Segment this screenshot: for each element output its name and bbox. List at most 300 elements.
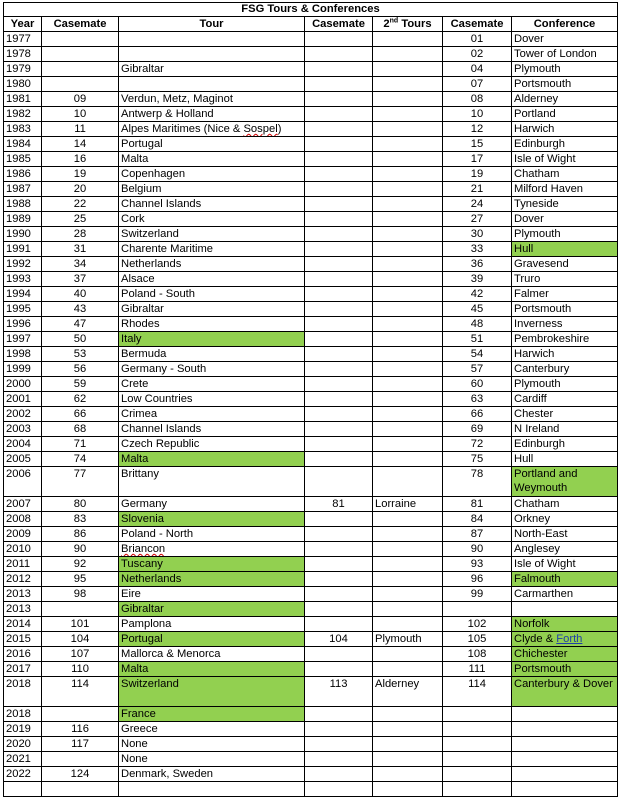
cell-tour: Gibraltar	[119, 302, 305, 317]
cell-conference: Edinburgh	[512, 437, 618, 452]
cell-conference: Orkney	[512, 512, 618, 527]
cell-casemate: 53	[42, 347, 119, 362]
table-row	[4, 527, 618, 542]
table-row	[4, 512, 618, 527]
cell-tour: Low Countries	[119, 392, 305, 407]
cell-conference: Anglesey	[512, 542, 618, 557]
link-word[interactable]: Forth	[556, 633, 583, 645]
cell-second-tour	[373, 332, 443, 347]
cell-casemate-2: 81	[305, 497, 373, 512]
cell-second-tour	[373, 527, 443, 542]
cell-casemate: 22	[42, 197, 119, 212]
cell-casemate-3: 27	[443, 212, 512, 227]
cell-casemate-2	[305, 557, 373, 572]
cell-tour: Brittany	[119, 467, 305, 497]
table-row	[4, 197, 618, 212]
cell-casemate: 62	[42, 392, 119, 407]
cell-year: 2006	[4, 467, 42, 497]
cell-casemate-2	[305, 767, 373, 782]
table-row	[4, 92, 618, 107]
cell-casemate: 101	[42, 617, 119, 632]
cell-second-tour: Lorraine	[373, 497, 443, 512]
cell-casemate-3: 01	[443, 32, 512, 47]
cell-second-tour	[373, 542, 443, 557]
table-row	[4, 587, 618, 602]
header-row	[4, 17, 618, 32]
table-row	[4, 392, 618, 407]
cell-second-tour	[373, 752, 443, 767]
cell-conference: Clyde & Forth	[512, 632, 618, 647]
cell-casemate-2	[305, 647, 373, 662]
cell-year: 1984	[4, 137, 42, 152]
cell-conference: Dover	[512, 32, 618, 47]
table-row	[4, 257, 618, 272]
cell-casemate: 09	[42, 92, 119, 107]
header-second-tours-prefix: 2	[383, 18, 390, 30]
cell-conference: Hull	[512, 242, 618, 257]
cell-tour: Bermuda	[119, 347, 305, 362]
cell-casemate: 107	[42, 647, 119, 662]
table-row	[4, 287, 618, 302]
cell-casemate-2	[305, 572, 373, 587]
cell-casemate-2	[305, 287, 373, 302]
cell-casemate-3: 42	[443, 287, 512, 302]
cell-second-tour	[373, 722, 443, 737]
table-row	[4, 602, 618, 617]
cell-second-tour: Alderney	[373, 677, 443, 707]
cell-year: 1997	[4, 332, 42, 347]
cell-tour	[119, 32, 305, 47]
table-row	[4, 242, 618, 257]
cell-second-tour	[373, 557, 443, 572]
cell-year: 2009	[4, 527, 42, 542]
cell-conference: Falmouth	[512, 572, 618, 587]
cell-casemate-3: 102	[443, 617, 512, 632]
cell-casemate-3: 108	[443, 647, 512, 662]
table-row	[4, 437, 618, 452]
cell-casemate-2	[305, 242, 373, 257]
cell-tour: Verdun, Metz, Maginot	[119, 92, 305, 107]
cell-conference: Dover	[512, 212, 618, 227]
cell-conference: Alderney	[512, 92, 618, 107]
cell-tour	[119, 77, 305, 92]
cell-tour	[119, 782, 305, 797]
cell-conference: Tyneside	[512, 197, 618, 212]
cell-conference: Plymouth	[512, 377, 618, 392]
cell-casemate-3: 90	[443, 542, 512, 557]
cell-year: 1977	[4, 32, 42, 47]
cell-year: 1998	[4, 347, 42, 362]
cell-year: 2016	[4, 647, 42, 662]
cell-casemate	[42, 32, 119, 47]
cell-tour: None	[119, 752, 305, 767]
cell-conference: Chester	[512, 407, 618, 422]
cell-second-tour	[373, 767, 443, 782]
table-row	[4, 632, 618, 647]
cell-casemate: 47	[42, 317, 119, 332]
cell-second-tour	[373, 137, 443, 152]
cell-casemate-3: 75	[443, 452, 512, 467]
cell-conference: Portsmouth	[512, 662, 618, 677]
cell-casemate: 56	[42, 362, 119, 377]
cell-casemate-2	[305, 452, 373, 467]
table-row	[4, 137, 618, 152]
table-row	[4, 782, 618, 797]
cell-tour: Denmark, Sweden	[119, 767, 305, 782]
table-row	[4, 47, 618, 62]
table-row	[4, 542, 618, 557]
cell-casemate-2	[305, 662, 373, 677]
cell-casemate: 71	[42, 437, 119, 452]
table-row	[4, 422, 618, 437]
header-second-tours-sup: nd	[389, 17, 399, 25]
table-row	[4, 62, 618, 77]
cell-casemate-3: 63	[443, 392, 512, 407]
cell-year: 2019	[4, 722, 42, 737]
cell-tour: Italy	[119, 332, 305, 347]
cell-year: 1992	[4, 257, 42, 272]
cell-casemate-3	[443, 707, 512, 722]
cell-tour: Antwerp & Holland	[119, 107, 305, 122]
cell-casemate-3: 99	[443, 587, 512, 602]
table-row	[4, 752, 618, 767]
table-row	[4, 722, 618, 737]
cell-second-tour	[373, 257, 443, 272]
cell-casemate-2	[305, 152, 373, 167]
cell-casemate-2	[305, 392, 373, 407]
cell-conference: Portsmouth	[512, 302, 618, 317]
cell-casemate: 59	[42, 377, 119, 392]
cell-year: 2002	[4, 407, 42, 422]
cell-casemate-3: 114	[443, 677, 512, 707]
cell-casemate-3: 51	[443, 332, 512, 347]
cell-casemate-2	[305, 782, 373, 797]
cell-casemate-2	[305, 182, 373, 197]
header-year: Year	[4, 17, 42, 32]
cell-casemate-2	[305, 437, 373, 452]
cell-tour: Copenhagen	[119, 167, 305, 182]
cell-conference	[512, 707, 618, 722]
cell-second-tour	[373, 707, 443, 722]
cell-year: 2012	[4, 572, 42, 587]
cell-casemate-3: 39	[443, 272, 512, 287]
cell-casemate	[42, 782, 119, 797]
table-row	[4, 347, 618, 362]
cell-casemate: 50	[42, 332, 119, 347]
cell-casemate-3	[443, 737, 512, 752]
cell-casemate: 86	[42, 527, 119, 542]
cell-second-tour	[373, 197, 443, 212]
cell-second-tour	[373, 302, 443, 317]
cell-casemate-2	[305, 512, 373, 527]
cell-year: 2010	[4, 542, 42, 557]
cell-second-tour	[373, 92, 443, 107]
cell-casemate-3: 81	[443, 497, 512, 512]
cell-casemate: 28	[42, 227, 119, 242]
cell-casemate: 90	[42, 542, 119, 557]
cell-year: 2018	[4, 707, 42, 722]
table-row	[4, 32, 618, 47]
cell-casemate-2	[305, 77, 373, 92]
cell-year: 1999	[4, 362, 42, 377]
cell-casemate: 31	[42, 242, 119, 257]
cell-second-tour	[373, 617, 443, 632]
cell-casemate-3: 69	[443, 422, 512, 437]
cell-conference: Truro	[512, 272, 618, 287]
cell-tour: None	[119, 737, 305, 752]
cell-casemate-3: 12	[443, 122, 512, 137]
cell-casemate-2	[305, 542, 373, 557]
table-row	[4, 377, 618, 392]
cell-tour: Czech Republic	[119, 437, 305, 452]
cell-casemate-2	[305, 527, 373, 542]
cell-casemate-2	[305, 92, 373, 107]
cell-year: 2013	[4, 602, 42, 617]
cell-casemate-2	[305, 227, 373, 242]
cell-second-tour	[373, 602, 443, 617]
cell-second-tour	[373, 362, 443, 377]
cell-second-tour	[373, 437, 443, 452]
cell-conference: Milford Haven	[512, 182, 618, 197]
cell-second-tour	[373, 212, 443, 227]
cell-casemate: 98	[42, 587, 119, 602]
cell-conference	[512, 752, 618, 767]
cell-casemate-2	[305, 167, 373, 182]
cell-year: 1985	[4, 152, 42, 167]
cell-casemate-3	[443, 602, 512, 617]
cell-casemate-2: 113	[305, 677, 373, 707]
cell-year: 1996	[4, 317, 42, 332]
cell-year: 2015	[4, 632, 42, 647]
cell-second-tour	[373, 782, 443, 797]
cell-second-tour	[373, 47, 443, 62]
table-row	[4, 317, 618, 332]
cell-tour: Channel Islands	[119, 197, 305, 212]
cell-tour: Belgium	[119, 182, 305, 197]
cell-casemate-3: 30	[443, 227, 512, 242]
cell-conference	[512, 737, 618, 752]
cell-casemate-2	[305, 422, 373, 437]
cell-casemate-2	[305, 752, 373, 767]
cell-casemate-3: 72	[443, 437, 512, 452]
cell-year: 2011	[4, 557, 42, 572]
table-row	[4, 737, 618, 752]
table-row	[4, 212, 618, 227]
cell-conference: Norfolk	[512, 617, 618, 632]
cell-casemate-3: 17	[443, 152, 512, 167]
cell-conference: Carmarthen	[512, 587, 618, 602]
cell-second-tour	[373, 77, 443, 92]
cell-second-tour	[373, 407, 443, 422]
cell-casemate: 116	[42, 722, 119, 737]
table-row	[4, 77, 618, 92]
cell-casemate-3: 07	[443, 77, 512, 92]
cell-casemate-3: 45	[443, 302, 512, 317]
table-row	[4, 332, 618, 347]
cell-casemate-3: 10	[443, 107, 512, 122]
cell-conference: Canterbury & Dover	[512, 677, 618, 707]
cell-tour: Cork	[119, 212, 305, 227]
cell-conference	[512, 782, 618, 797]
cell-year: 2021	[4, 752, 42, 767]
header-tour: Tour	[119, 17, 305, 32]
cell-casemate-2	[305, 602, 373, 617]
cell-year: 1990	[4, 227, 42, 242]
cell-casemate	[42, 707, 119, 722]
cell-year: 2000	[4, 377, 42, 392]
table-row	[4, 497, 618, 512]
cell-tour: Rhodes	[119, 317, 305, 332]
table-row	[4, 767, 618, 782]
cell-casemate-2	[305, 32, 373, 47]
cell-year: 1982	[4, 107, 42, 122]
cell-conference: Pembrokeshire	[512, 332, 618, 347]
cell-casemate: 68	[42, 422, 119, 437]
cell-second-tour	[373, 32, 443, 47]
cell-casemate: 124	[42, 767, 119, 782]
cell-casemate	[42, 62, 119, 77]
cell-year: 2005	[4, 452, 42, 467]
cell-casemate: 117	[42, 737, 119, 752]
cell-year: 1988	[4, 197, 42, 212]
cell-year: 1987	[4, 182, 42, 197]
cell-year: 1995	[4, 302, 42, 317]
cell-second-tour	[373, 662, 443, 677]
cell-second-tour	[373, 737, 443, 752]
cell-second-tour	[373, 62, 443, 77]
cell-casemate: 19	[42, 167, 119, 182]
cell-casemate-2	[305, 467, 373, 497]
cell-casemate-2	[305, 257, 373, 272]
cell-conference: Chatham	[512, 167, 618, 182]
cell-second-tour	[373, 467, 443, 497]
cell-casemate: 20	[42, 182, 119, 197]
cell-casemate-3	[443, 752, 512, 767]
cell-casemate-2	[305, 362, 373, 377]
cell-tour: Switzerland	[119, 677, 305, 707]
cell-year: 2017	[4, 662, 42, 677]
cell-year: 2013	[4, 587, 42, 602]
cell-conference: Portsmouth	[512, 77, 618, 92]
table-row	[4, 122, 618, 137]
cell-casemate: 14	[42, 137, 119, 152]
cell-tour: Netherlands	[119, 257, 305, 272]
cell-casemate: 83	[42, 512, 119, 527]
cell-tour: Alpes Maritimes (Nice & Sospel)	[119, 122, 305, 137]
cell-casemate	[42, 602, 119, 617]
cell-year: 1983	[4, 122, 42, 137]
cell-casemate: 16	[42, 152, 119, 167]
spelling-mark: Briancon	[121, 543, 166, 555]
cell-year: 2001	[4, 392, 42, 407]
cell-conference: Gravesend	[512, 257, 618, 272]
cell-tour	[119, 542, 305, 557]
cell-second-tour	[373, 167, 443, 182]
cell-conference: Plymouth	[512, 62, 618, 77]
header-second-tours-suffix: Tours	[398, 18, 432, 30]
cell-casemate: 95	[42, 572, 119, 587]
cell-casemate-2	[305, 62, 373, 77]
cell-casemate-2: 104	[305, 632, 373, 647]
header-casemate-2: Casemate	[305, 17, 373, 32]
cell-second-tour	[373, 347, 443, 362]
cell-conference	[512, 767, 618, 782]
spelling-mark: Sospel	[243, 123, 278, 135]
cell-casemate	[42, 77, 119, 92]
cell-casemate-3: 24	[443, 197, 512, 212]
cell-tour: Pamplona	[119, 617, 305, 632]
cell-tour: Eire	[119, 587, 305, 602]
cell-casemate-3: 15	[443, 137, 512, 152]
cell-casemate-3: 21	[443, 182, 512, 197]
cell-casemate-3: 105	[443, 632, 512, 647]
cell-second-tour	[373, 377, 443, 392]
cell-casemate-2	[305, 707, 373, 722]
cell-conference	[512, 602, 618, 617]
table-row	[4, 557, 618, 572]
cell-year	[4, 782, 42, 797]
cell-casemate-3	[443, 767, 512, 782]
table-row	[4, 662, 618, 677]
cell-casemate: 110	[42, 662, 119, 677]
cell-year: 2008	[4, 512, 42, 527]
cell-year: 2003	[4, 422, 42, 437]
tours-conferences-table	[3, 2, 618, 797]
cell-tour: Tuscany	[119, 557, 305, 572]
cell-conference: Canterbury	[512, 362, 618, 377]
cell-second-tour	[373, 152, 443, 167]
cell-tour: Germany	[119, 497, 305, 512]
cell-casemate-2	[305, 137, 373, 152]
cell-tour	[119, 47, 305, 62]
cell-casemate-3: 36	[443, 257, 512, 272]
cell-second-tour	[373, 287, 443, 302]
table-row	[4, 227, 618, 242]
cell-second-tour: Plymouth	[373, 632, 443, 647]
cell-tour: Malta	[119, 152, 305, 167]
cell-year: 1989	[4, 212, 42, 227]
cell-conference: Tower of London	[512, 47, 618, 62]
cell-casemate: 92	[42, 557, 119, 572]
cell-conference: Inverness	[512, 317, 618, 332]
cell-casemate: 114	[42, 677, 119, 707]
cell-casemate-3: 33	[443, 242, 512, 257]
cell-casemate-3: 66	[443, 407, 512, 422]
cell-tour: Alsace	[119, 272, 305, 287]
title-row	[4, 3, 618, 17]
table-row	[4, 572, 618, 587]
cell-conference: Cardiff	[512, 392, 618, 407]
table-row	[4, 407, 618, 422]
header-second-tours	[373, 17, 443, 32]
cell-second-tour	[373, 227, 443, 242]
cell-tour: Crete	[119, 377, 305, 392]
cell-tour: Charente Maritime	[119, 242, 305, 257]
cell-conference: N Ireland	[512, 422, 618, 437]
cell-year: 1994	[4, 287, 42, 302]
cell-tour: Malta	[119, 452, 305, 467]
table-row	[4, 362, 618, 377]
cell-casemate-2	[305, 737, 373, 752]
cell-casemate-2	[305, 587, 373, 602]
cell-casemate: 37	[42, 272, 119, 287]
cell-casemate: 34	[42, 257, 119, 272]
cell-second-tour	[373, 587, 443, 602]
table-row	[4, 302, 618, 317]
cell-casemate: 77	[42, 467, 119, 497]
cell-tour: Gibraltar	[119, 62, 305, 77]
cell-casemate-2	[305, 107, 373, 122]
